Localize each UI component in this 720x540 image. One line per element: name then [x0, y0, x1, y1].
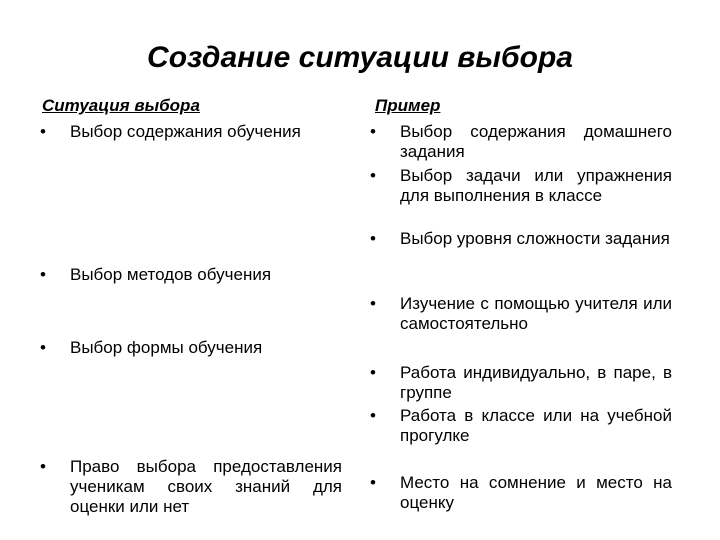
left-list-item: [40, 265, 342, 285]
bullet-icon: •: [40, 457, 46, 476]
bullet-icon: •: [40, 265, 46, 284]
left-list-item: [40, 338, 342, 358]
right-item-text: Работа в классе или на учебной прогулке: [400, 406, 672, 445]
left-column-heading: Ситуация выбора: [42, 96, 200, 115]
left-item-text: Выбор содержания обучения: [70, 122, 301, 141]
right-item-text: Выбор уровня сложности задания: [400, 229, 670, 248]
slide-title: Создание ситуации выбора: [147, 41, 573, 74]
right-item-text: Место на сомнение и место на оценку: [400, 473, 672, 512]
right-item-text: Выбор задачи или упражнения для выполнения в классе: [400, 166, 672, 205]
bullet-icon: •: [370, 363, 376, 382]
right-list-item: [370, 294, 672, 334]
right-column-heading: Пример: [375, 96, 441, 115]
right-list-item: [370, 473, 672, 513]
right-list-item: [370, 363, 672, 403]
left-item-text: Право выбора предоставления ученикам своих знаний для оценки или нет: [70, 457, 342, 516]
right-item-text: Изучение с помощью учителя или самостоятельно: [400, 294, 672, 333]
bullet-icon: •: [370, 229, 376, 248]
right-item-text: Выбор содержания домашнего задания: [400, 122, 672, 161]
bullet-icon: •: [370, 294, 376, 313]
bullet-icon: •: [370, 122, 376, 141]
left-item-text: Выбор методов обучения: [70, 265, 272, 284]
bullet-icon: •: [370, 473, 376, 492]
bullet-icon: •: [370, 406, 376, 425]
bullet-icon: •: [40, 122, 46, 141]
bullet-icon: •: [40, 338, 46, 357]
left-item-text: Выбор формы обучения: [70, 338, 263, 357]
left-list-item: [40, 457, 342, 517]
right-list-item: [370, 122, 672, 162]
right-list-item: [370, 166, 672, 206]
left-list-item: [40, 122, 342, 142]
right-list-item: [370, 229, 672, 249]
right-item-text: Работа индивидуально, в паре, в группе: [400, 363, 672, 402]
right-list-item: [370, 406, 672, 446]
bullet-icon: •: [370, 166, 376, 185]
